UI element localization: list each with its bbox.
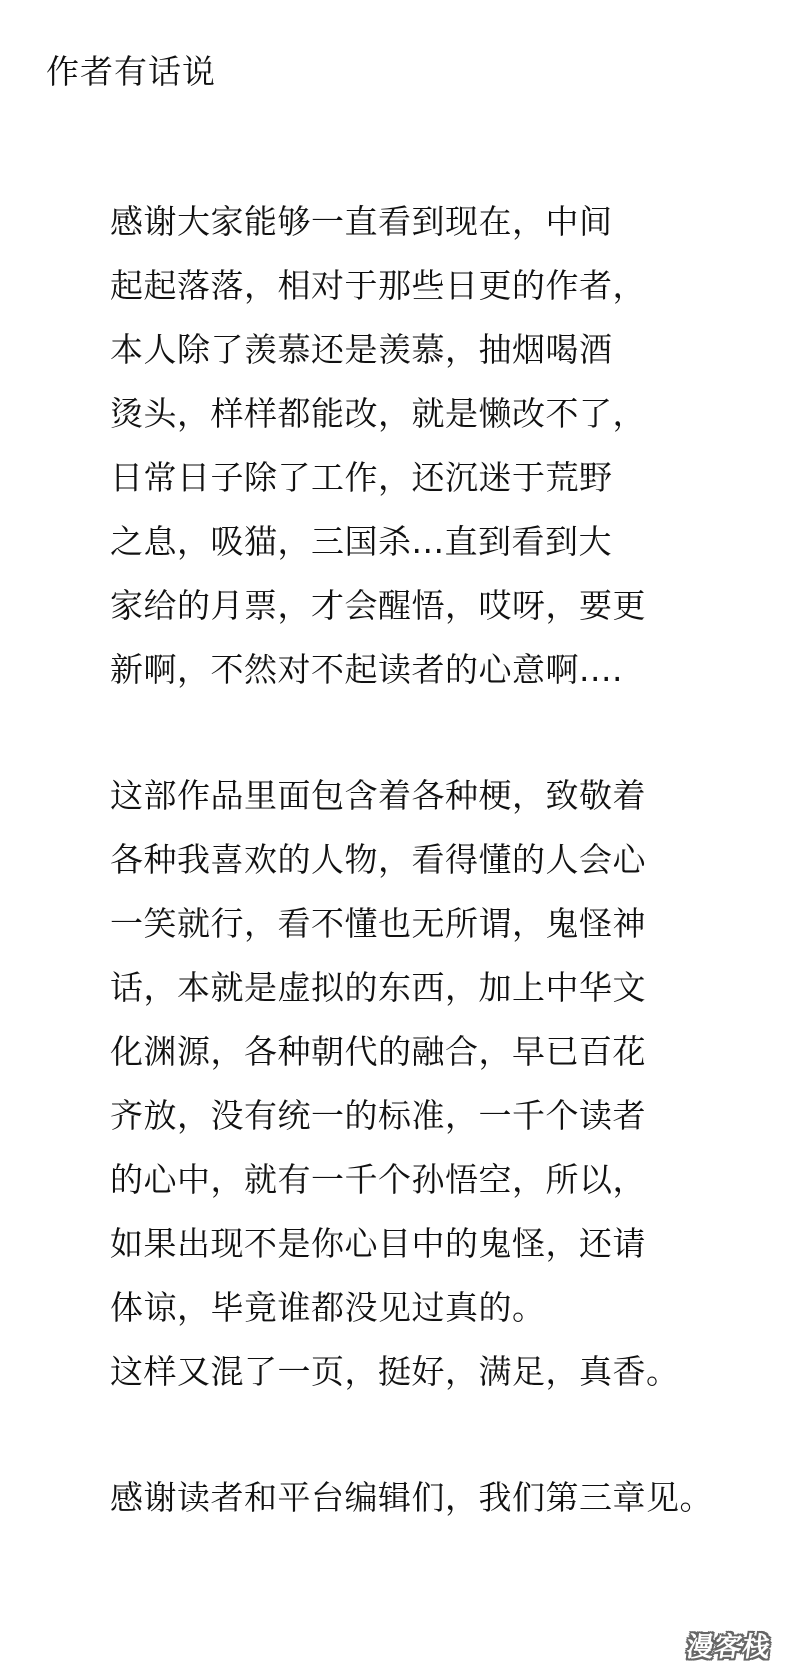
page-title: 作者有话说 [46, 52, 216, 91]
text-line: 各种我喜欢的人物，看得懂的人会心 [110, 840, 646, 879]
text-line: 本人除了羡慕还是羡慕，抽烟喝酒 [110, 330, 613, 369]
paragraph-spacer [110, 1404, 790, 1466]
text-line: 家给的月票，才会醒悟，哎呀，要更 [110, 586, 646, 625]
text-line: 日常日子除了工作，还沉迷于荒野 [110, 458, 613, 497]
text-line: 这样又混了一页，挺好，满足，真香。 [110, 1352, 680, 1391]
paragraph-spacer [110, 702, 790, 764]
text-line: 之息，吸猫，三国杀...直到看到大 [110, 522, 612, 561]
text-line: 体谅，毕竟谁都没见过真的。 [110, 1288, 546, 1327]
text-line: 的心中，就有一千个孙悟空，所以， [110, 1160, 646, 1199]
text-line: 齐放，没有统一的标准，一千个读者 [110, 1096, 646, 1135]
text-line: 起起落落，相对于那些日更的作者， [110, 266, 646, 305]
paragraph-3 [110, 1466, 790, 1530]
text-line: 如果出现不是你心目中的鬼怪，还请 [110, 1224, 646, 1263]
text-line: 一笑就行，看不懂也无所谓，鬼怪神 [110, 904, 646, 943]
text-line: 感谢读者和平台编辑们，我们第三章见。 [110, 1478, 713, 1517]
paragraph-1 [110, 190, 790, 702]
text-line: 这部作品里面包含着各种梗，致敬着 [110, 776, 646, 815]
watermark-logo: 漫客栈 [684, 1631, 773, 1663]
paragraph-2 [110, 764, 790, 1404]
author-note-body [110, 190, 790, 1530]
text-line: 化渊源，各种朝代的融合，早已百花 [110, 1032, 646, 1071]
text-line: 烫头，样样都能改，就是懒改不了， [110, 394, 646, 433]
text-line: 新啊，不然对不起读者的心意啊.... [110, 650, 623, 689]
text-line: 话，本就是虚拟的东西，加上中华文 [110, 968, 646, 1007]
text-line: 感谢大家能够一直看到现在，中间 [110, 202, 613, 241]
